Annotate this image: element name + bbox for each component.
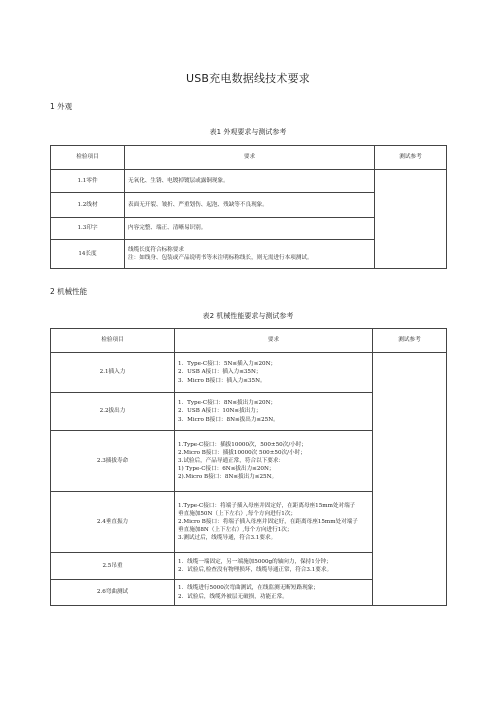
column-header: 要求 (125, 146, 375, 170)
requirement-cell: 1．线缆一端固定，另一端施加5000g的轴向力，保持1分钟； 2．试验后,检查没有物理损坏，线缆导通正常，符合3.1要求。 (175, 553, 373, 580)
inspection-item: 2.1插入力 (51, 353, 175, 393)
requirement-cell: 1.Type-C接口：插拔10000次，500±50次/小时； 2.Micro B接口：插拔10000次 500±50次/小时； 3.试验后，产品导通正常，符合以下要求： 1) Type-C接口：6N≤拔出力≤20N； 2).Micro B接口：8N≤拔出力≤25N。 (175, 431, 373, 492)
inspection-item: 2.2拔出力 (51, 393, 175, 431)
inspection-item: 2.5吊重 (51, 553, 175, 580)
column-header: 要求 (175, 329, 373, 353)
requirement-cell: 1．Type-C接口：5N≤插入力≤20N； 2．USB A接口：插入力≤35N； 3．Micro B接口：插入力≤35N。 (175, 353, 373, 393)
requirement-cell: 1.Type-C接口：将端子插入母座并固定好，在距离母座15mm处对端子 垂直施加50N（上下左右）,每个方向进行1次； 2.Micro B接口：将端子插入母座并固定好，在距离母座15mm处对端子 垂直施加8N（上下左右）,每个方向进行1次； 3.测试过后，线缆导通，符合3.1要求。 (175, 492, 373, 553)
test-reference-cell (375, 170, 447, 269)
table-header-row (51, 146, 447, 170)
requirement-cell: 表面无开裂、皱折、严重划伤、起泡、残缺等不良现象。 (125, 193, 375, 218)
requirement-cell: 线缆长度符合标称要求 注：如线身、包装或产品说明书等未注明标称线长，则无需进行本项测试。 (125, 240, 375, 269)
inspection-item: 1.2线材 (51, 193, 125, 218)
table1-caption: 表1 外观要求与测试参考 (209, 128, 287, 136)
column-header: 测试参考 (375, 146, 447, 170)
requirement-cell: 1．线缆进行5000次弯曲测试，在线监测无断短路现象； 2．试验后，线缆外被层无破损，功能正常。 (175, 580, 373, 606)
section-heading-appearance: 1 外观 (50, 102, 73, 111)
appearance-table (50, 145, 447, 269)
table-row (51, 353, 447, 393)
column-header: 测试参考 (373, 329, 447, 353)
document-title: USB充电数据线技术要求 (186, 72, 310, 85)
column-header: 检验项目 (51, 146, 125, 170)
inspection-item: 1.1零件 (51, 170, 125, 193)
requirement-cell: 1．Type-C接口：8N≤拔出力≤20N； 2．USB A接口：10N≤拔出力； 3．Micro B接口：8N≤拔出力≤25N。 (175, 393, 373, 431)
requirement-cell: 无氧化、生锈、电镀掉镀层或露铜现象。 (125, 170, 375, 193)
table2-caption: 表2 机械性能要求与测试参考 (202, 312, 294, 320)
inspection-item: 2.3插拔寿命 (51, 431, 175, 492)
table-header-row (51, 329, 447, 353)
mechanical-table (50, 328, 447, 606)
inspection-item: 2.6弯曲测试 (51, 580, 175, 606)
inspection-item: 2.4垂直振力 (51, 492, 175, 553)
inspection-item: 1.3印字 (51, 218, 125, 240)
requirement-cell: 内容完整、端正、清晰易识别。 (125, 218, 375, 240)
table-row (51, 170, 447, 193)
section-heading-mechanical: 2 机械性能 (50, 287, 88, 296)
inspection-item: 14长度 (51, 240, 125, 269)
test-reference-cell (373, 353, 447, 606)
column-header: 检验项目 (51, 329, 175, 353)
